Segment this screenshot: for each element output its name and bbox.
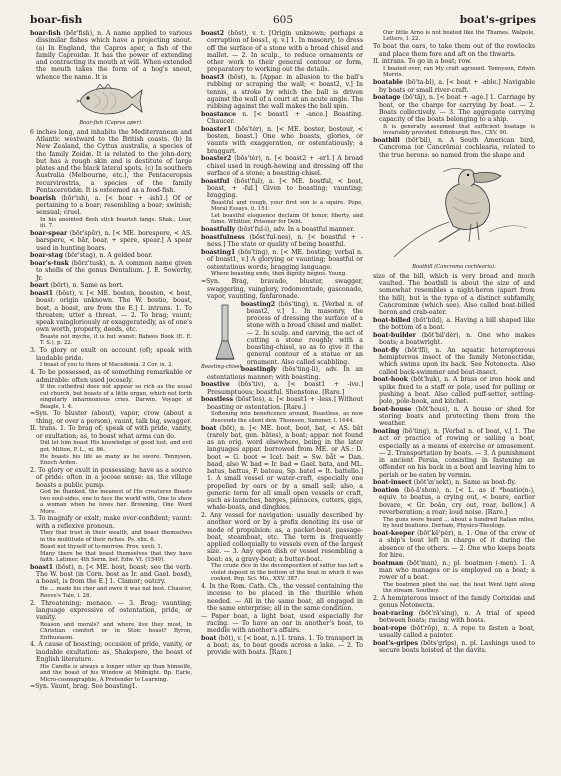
figure-caption: Boatbill (Cancroma cochlearia). xyxy=(412,263,496,270)
citation-quote: It is generally assumed that sufficient boatage is invariably provided. Edinburgh Rev., CXV. 90. xyxy=(383,123,535,137)
definition-continuation: 2. A hemipterous insect of the family Corixidæ and genus Notonecta. xyxy=(373,595,535,610)
dictionary-entry xyxy=(373,530,535,559)
definition-text: (bōt'rōp), n. A rope to fasten a boat, usually called a painter. xyxy=(379,625,535,640)
dictionary-entry xyxy=(373,625,535,640)
headword: boast2 xyxy=(201,30,225,37)
definition-text: (bōs'ting), n. [< ME. bosting; verbal n. of boast1, v.] A glorying or vaunting; boastful or ostentatious words; bragging language. xyxy=(207,249,363,271)
headword: boaster2 xyxy=(201,155,232,163)
headword: boar's-tusk xyxy=(30,260,69,268)
column-2 xyxy=(201,30,363,766)
definition-text: (bōs'tėr), n. [< ME. boster, bostour, < bosten, boast.] One who boasts, glories, or vaunts with exaggeration, or ostentatiously; a braggart. xyxy=(207,125,363,155)
dictionary-entry xyxy=(373,560,535,582)
header-left-guide-word: boar-fish xyxy=(30,14,83,26)
definition-text: (bōst), n. [< ME. bost, boast; see the verb. The W. bost (in Corn. bost as Ir. and Gael. bosd), a boast, is from the E.] 1. Clamor; outcry. xyxy=(36,563,192,586)
dictionary-entry xyxy=(201,396,363,411)
definition-text: (bōs'tiv), a. [< boast1 + -ive.] Presumptuous; boastful. Shenstone. [Rare.] xyxy=(207,381,363,396)
citation-quote: The boatmen plied the oar, the boat Went light along the stream. Southey. xyxy=(383,581,535,595)
definition-text: (bōt'flī), n. An aquatic heteropterous hemipterous insect of the family Notonectidæ, which swims upon its back. See Notonecta. Also called back-swimmer and boat-insect. xyxy=(379,346,535,376)
header-right-guide-word: boat's-gripes xyxy=(459,14,536,26)
dictionary-entry xyxy=(373,332,535,347)
dictionary-entry xyxy=(373,610,535,625)
headword: boastless xyxy=(201,396,234,404)
dictionary-entry xyxy=(373,317,535,332)
dictionary-entry xyxy=(201,381,363,396)
dictionary-entry xyxy=(201,74,363,110)
citation-quote: God be thanked, the meanest of His creatures Boasts two soul-sides, one to face the world with, One to show a woman when he loves her. Browning, One Word More. xyxy=(40,489,192,515)
definition-text: (bōs'ting), n. [Verbal n. of boast2, v.] 1. In masonry, the process of dressing the surface of a stone with a broad chisel and mallet. — 2. In sculp. and carving, the act of cutting a stone roughly with a boasting-chisel, so as to give it the general contour of a statue or an ornament. Also called scabbling. xyxy=(246,300,363,366)
headword: boastance xyxy=(201,110,237,118)
definition-continuation: II. intrans. To go in a boat; row. xyxy=(373,58,472,66)
headword: boatable xyxy=(373,79,403,87)
citation-quote: Let boastful eloquence declaim Of honor, liberty, and fame. Whittier, Prisoner for Debt. xyxy=(211,213,363,226)
citation-quote: Many there be that boast themselves that they have faith. Latimer, 4th Serm. bef. Edw. VI. (1549). xyxy=(40,550,192,564)
headword: boastful xyxy=(201,177,230,185)
citation-quote: Boaste not myche, it is but wanst: Babees Book (E. E. T. S.), p. 22. xyxy=(40,334,192,347)
headword: boating xyxy=(373,428,400,436)
definition-text: (bōt'in'sekt), n. Same as boat-fly. xyxy=(411,479,517,487)
headword: boart xyxy=(30,282,49,290)
definition-continuation: 6 inches long, and inhabits the Mediterranean and Atlantic westward to the British coasts. (b) In New Zealand, the Cyttus australis, a species of the family Zeidæ. It is related to the john-dory, but has a rough skin and is destitute of large plates and the black lateral spots. (c) In southern Australia (Melbourne, etc.), the Pentaceropsis recurvirostris, a species of the family Pentacerotidæ. It is esteemed as a food-fish. xyxy=(30,128,192,194)
definition-text: (bōt'bil), n. A South American bird, Cancroma (or Cancrōma) cochlearia, related to the true herons: so named from the shape and xyxy=(379,137,535,159)
definition-continuation: =Syn. Vaunt, brag. See boasting1. xyxy=(30,683,138,691)
citation-quote: His Candle is always a longer sitter up than himselfe, and the boast of his Window at Midnight. Bp. Earle, Micro-cosmographie, A Pretender to Learning. xyxy=(40,663,192,683)
headword: boar-fish xyxy=(30,30,61,37)
definition-text: (bōs'tėr), n. [< boast2 + -er1.] A broad chisel used in rough-hewing and dressing off the surface of a stone; a boasting-chisel. xyxy=(207,155,363,177)
definition-text: (bōt'hụk), n. A brass or iron hook and spike fixed to a staff or pole, used for pulling or pushing a boat. Also called puff-setter, setting-pole, pole-hook, and kitchet. xyxy=(379,376,535,406)
definition-text: (bōrz'tusk), n. A common name given to shells of the genus Dentalium. J. E. Sowerby, Jr. xyxy=(36,260,192,282)
page-number: 605 xyxy=(272,14,294,26)
definition-text: (bōt'bil'dėr), n. One who makes boats; a boatwright. xyxy=(379,331,535,347)
dictionary-entry xyxy=(201,155,363,177)
boasting-chisel-illustration xyxy=(214,303,236,363)
definition-text: (bōst), v. [< ME. bosten, boosten, < bost, boast: origin unknown. The W. bostio, boast, bost, a boast, are from the E.] I. intrans. 1. To threaten; utter a threat. — 2. To brag; vaunt; speak vaingloriously or exaggeratedly, as of one's own worth, property, deeds, etc. xyxy=(36,290,192,334)
citation-quote: If the cathedral does not appear so rich as the usual cut church, but boasts of a little organ, which not forth singularly inharmonious cries. Darwin, Voyage of Beagle, I. 4. xyxy=(40,384,192,410)
figure-boatbill xyxy=(373,162,535,270)
citation-quote: The crude rice in the decomposition of sulfur has left a violet deposit in the bottom of the boat in which it was cooked. Pop. Sci. Mo., XXV. 387. xyxy=(211,563,363,583)
dictionary-entry xyxy=(30,30,192,81)
dictionary-entry xyxy=(201,234,363,249)
headword: boat-racing xyxy=(373,610,414,618)
definition-continuation: — Paper boat, a light boat, used especially for racing. — To have an oar in another's boat, to meddle with another's affairs. xyxy=(201,612,363,635)
definition-text: (bōrt), n. Same as bort. xyxy=(48,282,124,290)
headword: boat-keeper xyxy=(373,530,415,537)
definition-continuation: 4. A cause of boasting; occasion of pride, vanity, or laudable exultation: as, Shakspere, the boast of English literature. xyxy=(30,641,192,663)
headword: boat xyxy=(201,424,217,432)
definition-text: (bō'tāj), n. [< boat + -age.] 1. Carriage by boat, or the charge for carrying by boat. — 2. Boats collectively. — 3. The aggregate carrying capacity of the boats belonging to a ship. xyxy=(379,94,535,124)
citation-quote: Softening into beneficence around, Boastless, as now descends the silent dew. Thomson, Summer, l. 1644. xyxy=(211,411,363,424)
definition-continuation: 3. To glory or exult on account (of); speak with laudable pride. xyxy=(30,347,192,362)
definition-text: (bō'ting), n. [Verbal n. of boat, v.] 1. The act or practice of rowing or sailing a boat, especially as a means of exercise or amusement. — 2. Transportation by boats. — 3. A punishment in ancient Persia, consisting in fastening an offender on his back in a boat and leaving him to perish or be eaten by vermin. xyxy=(379,428,535,479)
figure-boarfish xyxy=(30,84,192,126)
column-3 xyxy=(373,30,535,766)
headword: boat-house xyxy=(373,405,412,413)
definition-text: (bōt'bild), a. Having a bill shaped like the bottom of a boat. xyxy=(379,316,535,332)
citation-quote: He boasts his life as many as he swore. Tennyson, Enoch Arden. xyxy=(40,453,192,467)
headword: boar-spear xyxy=(30,230,68,238)
headword: boaster1 xyxy=(201,125,232,133)
definition-text: (bōt'hous), n. A house or shed for storing boats and protecting them from the weather. xyxy=(379,405,535,428)
headword: boatage xyxy=(373,94,401,102)
definition-continuation: =Syn. To bluster (about), vapor, crow (about a thing, or over a person), vaunt, talk big, swagger. xyxy=(30,410,192,425)
definition-continuation: 4. To be possessed, as of something remarkable or admirable: often used jocosely. xyxy=(30,369,192,384)
definition-text: (bōs'ting-li), adv. In an ostentatious manner; with boasting. xyxy=(207,366,363,381)
citation-quote: Reason and morals? and where live they most, In Christian comfort or in Stoic boast? Byron, Enthusiasm. xyxy=(40,621,192,641)
dictionary-entry xyxy=(30,290,192,334)
dictionary-entry xyxy=(30,195,192,217)
citation-quote: I boast of you to them of Macedonia. 2 Cor. ix. 2. xyxy=(40,362,174,369)
definition-text: (bōt'rā'sing), n. A trial of speed between boats; racing with boats. xyxy=(379,610,535,625)
dictionary-entry xyxy=(373,640,535,655)
definition-continuation: 4. In the Rom. Cath. Ch., the vessel containing the incense to be placed in the thurible when needed. — All in the same boat, all engaged in the same enterprise; all in the same condition. xyxy=(201,583,363,612)
boatbill-illustration xyxy=(379,162,529,262)
dictionary-entry xyxy=(373,487,535,516)
definition-text: n. [< boast1 + -ance.] Boasting. Chaucer. xyxy=(207,110,363,125)
definition-text: (bō-ā'shon), n. [< L. as if *boatio(n-), equiv. to boatus, a crying out, < boare, earlier bovare, < Gr. boân, cry out, roar, bellow.] A reverberation; a roar; loud noise. [Rare.] xyxy=(379,487,535,516)
citation-quote: He ... made his cher and owre it was nat bost. Chaucer, Reeve's Tale, l. 28. xyxy=(40,586,192,599)
headword: boast3 xyxy=(201,74,225,81)
dictionary-entry xyxy=(373,94,535,123)
definition-text: (bō'ta-bl), a. [< boat + -able.] Navigable by boats or small river-craft. xyxy=(379,79,535,94)
dictionary-entry xyxy=(373,79,535,94)
column-1 xyxy=(30,30,192,766)
dictionary-entry xyxy=(373,428,535,479)
definition-continuation: 2. To glory or exult in possessing; have as a source of pride: often in a jocose sense: as, the village boasts a public pump. xyxy=(30,467,192,489)
figure-caption: Boar-fish (Capros aper). xyxy=(79,119,143,126)
citation-quote: Our little Arno is not boated like the Thames. Walpole, Letters, I. 22. xyxy=(383,30,535,43)
boar-fish-illustration xyxy=(76,84,146,118)
citation-quote: Did let him boast His knowledge of good lost, and evil got. Milton, P. L., xi. 86. xyxy=(40,440,192,453)
headword: boat's-gripes xyxy=(373,640,418,648)
dictionary-entry xyxy=(30,282,192,289)
citation-quote: In his anointed flesh stick boarish fangs. Shak., Lear, iii. 7. xyxy=(40,216,192,230)
headword: boastingly xyxy=(240,366,277,374)
definition-text: (bōt'kē'pėr), n. 1. One of the crew of a ship's boat left in charge of it during the absence of the others. — 2. One who keeps boats for hire. xyxy=(379,530,535,559)
dictionary-entry xyxy=(373,347,535,376)
citation-quote: They that trust in their wealth, and boast themselves in the multitude of their riches. Ps. xlix. 6. xyxy=(40,530,192,543)
citation-quote: The guns were heard ... about a hundred Italian miles, by loud boations. Derham, Physico-Theology. xyxy=(383,516,535,530)
definition-continuation: size of the bill, which is very broad and much vaulted. The boatbill is about the size of and somewhat resembles a night-heron (apart from the bill), but is the type of a distinct subfamily, Cancrominæ (which see). Also called boat-billed heron and crab-eater. xyxy=(373,272,535,317)
dictionary-entry xyxy=(373,137,535,159)
citation-quote: Where boasting ends, then dignity begins. Young. xyxy=(211,271,347,278)
definition-text: (bōr'spēr), n. [< ME. borespere, < AS. barspere, < bār, boar, + spere, spear.] A spear used in hunting boars. xyxy=(36,230,192,252)
definition-text: (bōst'fụl), a. [< ME. bostful, < bost, boast, + -ful.] Given to boasting; vaunting; bragging. xyxy=(207,177,363,199)
definition-text: (bōt), v. [< boat, n.] I. trans. 1. To transport in a boat; as, to boat goods across a lake. — 2. To provide with boats. [Rare.] xyxy=(207,634,363,657)
headword: boatman xyxy=(373,559,404,567)
headword: boasting1 xyxy=(201,249,236,257)
dictionary-entry xyxy=(30,564,192,586)
headword: boastfully xyxy=(201,226,236,234)
definition-text: (bōst'fụl-nes), n. [< boastful + -ness.] The state or quality of being boastful. xyxy=(207,234,363,249)
dictionary-entry xyxy=(201,635,363,657)
running-header xyxy=(30,14,536,28)
citation-quote: I boated over, ran My craft aground. Tennyson, Edwin Morris. xyxy=(383,66,535,79)
definition-continuation: To boat the oars, to take them out of the rowlocks and place them fore and aft on the thwarts. xyxy=(373,43,535,58)
dictionary-entry xyxy=(201,126,363,155)
dictionary-entry xyxy=(30,252,192,259)
dictionary-entry xyxy=(373,406,535,428)
dictionary-entry xyxy=(201,178,363,200)
definition-continuation: =Syn. Brag, bravado, bluster, swagger, swaggering, vainglory, rodomontade, gasconade, vapor, vaunting, fanfaronade. xyxy=(201,278,363,300)
dictionary-entry xyxy=(373,376,535,405)
headword: boat-rope xyxy=(373,625,407,633)
headword: boat-hook xyxy=(373,376,408,384)
definition-text: (bōst'fụl-i), adv. In a boastful manner. xyxy=(235,226,355,234)
definition-text: (bōts'grīps), n. pl. Lashings used to secure boats hoisted at the davits. xyxy=(379,640,535,655)
dictionary-entry xyxy=(201,226,363,233)
definition-text: (bōst'les), a. [< boast1 + -less.] Without boasting or ostentation. [Rare.] xyxy=(207,396,363,411)
headword: boat-billed xyxy=(373,316,411,324)
definition-text: (bōst), v. t. [Origin unknown; perhaps a corruption of boss1, q. v.] 1. In masonry, to dress off the surface of a stone with a broad chisel and mallet. — 2. In sculp., to reduce ornaments or other work to their general contour or form, preparatory to working out the details. xyxy=(207,30,363,74)
dictionary-entry xyxy=(201,249,363,271)
definition-text: (bōt), n. [< ME. boot, boot, bat, < AS. bāt (rarely bat, gen. bātes), a boat; appar. not found as an orig. word elsewhere, being in the later languages appar. borrowed from ME. or AS.: D. boot = G. boot = Icel. beit = Sw. båt = Dan. baad, also W. bad = Ir. bad = Gael. bata, and ML. batus, battus, F. bateau, Sp. batel = It. battello.] 1. A small vessel or water-craft, especially one propelled by oars or by a small sail; also, a generic term for all small open vessels or craft, such as launches, barges, pinnaces, cutters, gigs, whale-boats, and dinghies. xyxy=(207,424,363,512)
definition-continuation: 2. Threatening; menace. — 3. Brag; vaunting; language expressive of ostentation, pride, or vanity. xyxy=(30,599,192,621)
dictionary-entry xyxy=(30,230,192,252)
definition-continuation: 3. To magnify or exalt; make over-confident; vaunt: with a reflexive pronoun. xyxy=(30,515,192,530)
headword: boastive xyxy=(201,381,230,389)
headword: boatbill xyxy=(373,137,400,145)
headword: boat-builder xyxy=(373,331,416,339)
headword: boat-fly xyxy=(373,346,399,354)
headword: boar-stag xyxy=(30,252,63,260)
headword: boasting2 xyxy=(240,300,276,308)
headword: boarish xyxy=(30,194,57,202)
citation-quote: Boastful and rough, your first son is a squire. Pope, Moral Essays, ii. 151. xyxy=(211,199,363,213)
definition-text: (bōr'stag), n. A gelded boar. xyxy=(62,252,153,260)
dictionary-entry xyxy=(373,479,535,486)
headword: boast1 xyxy=(30,290,54,298)
definition-text: (bōst), n. [Appar. in allusion to the ball's rubbing or scraping the wall; < boast2, v.] In tennis, a stroke by which the ball is driven against the wall of a court at an acute angle. The rubbing against the wall makes the ball spin. xyxy=(207,74,363,110)
dictionary-entry xyxy=(201,111,363,126)
dictionary-entry xyxy=(201,425,363,512)
headword: boat xyxy=(201,634,217,642)
definition-text: (bōt'man), n.; pl. boatmen (-men). 1. A man who manages or is employed on a boat; a rower of a boat. xyxy=(379,559,535,581)
definition-text: (bōr'ish), a. [< boar + -ish1.] Of or pertaining to a boar; resembling a boar; swinish; sensual; cruel. xyxy=(36,194,192,216)
headword: boast1 xyxy=(30,563,54,571)
dictionary-entry xyxy=(201,30,363,74)
citation-quote: Boast not thyself of to-morrow. Prov. xxvii. 1. xyxy=(40,543,163,550)
definition-continuation: II. trans. 1. To brag of; speak of with pride, vanity, or exultation; as, to boast what arms can do. xyxy=(30,425,192,440)
figure-caption: Boasting-chisel. xyxy=(201,363,243,370)
definition-text: (bōr'fish), n. A name applied to various dissimilar fishes which have a projecting snout. (a) In England, the Capros aper, a fish of the family Caproidæ. It has the power of extending and contracting its mouth at will. When extended the mouth takes the form of a hog's snout, whence the name. It is xyxy=(36,30,192,81)
figure-boasting-chisel xyxy=(201,303,243,370)
definition-continuation: 2. Any vessel for navigation: usually described by another word or by a prefix denoting its use or mode of propulsion: as, a packet-boat, passage-boat, steamboat, etc. The term is frequently applied colloquially to vessels even of the largest size. — 3. Any open dish or vessel resembling a boat: as, a gravy-boat; a butter-boat. xyxy=(201,512,363,563)
headword: boastfulness xyxy=(201,234,245,242)
headword: boation xyxy=(373,487,400,495)
headword: boat-insect xyxy=(373,479,412,487)
dictionary-entry xyxy=(30,260,192,282)
